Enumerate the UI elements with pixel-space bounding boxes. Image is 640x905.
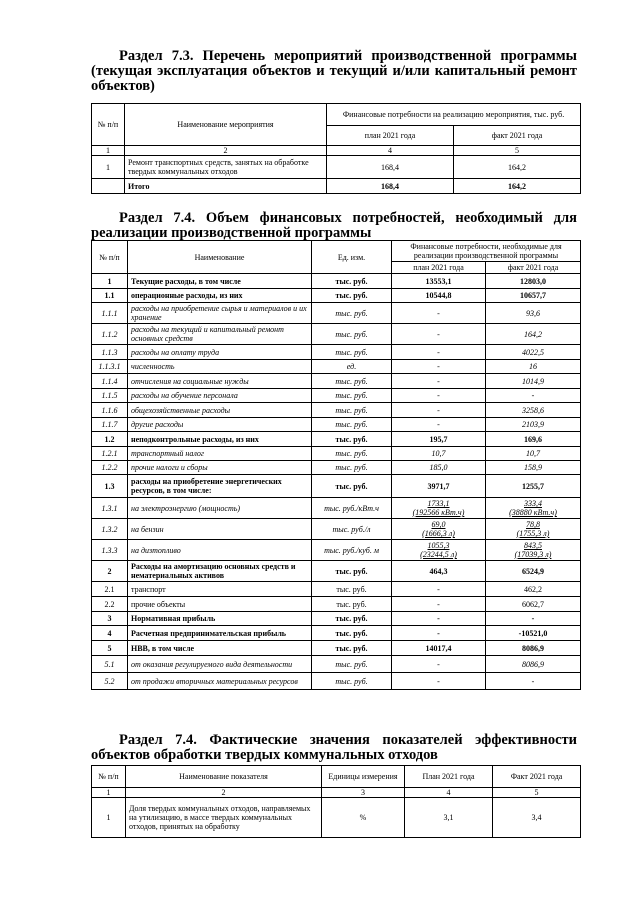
row-fact: 93,6 [486, 303, 581, 324]
row-fact: 1255,7 [486, 475, 581, 498]
table-row [92, 498, 581, 519]
row-unit: тыс. руб. [312, 274, 392, 289]
row-num: 1.3.1 [92, 498, 128, 519]
row-fact: 333,4 (38880 кВт.ч) [486, 498, 581, 519]
row-plan: 3,1 [405, 798, 493, 838]
row-name: операционные расходы, из них [128, 289, 312, 303]
table-row [92, 461, 581, 475]
row-plan: 168,4 [327, 156, 454, 179]
col-plan-header: план 2021 года [392, 262, 486, 274]
row-fact: 164,2 [486, 324, 581, 345]
index-cell: 1 [92, 788, 126, 798]
row-name: отчисления на социальные нужды [128, 374, 312, 389]
row-fact: 8086,9 [486, 641, 581, 656]
row-fact: 843,5 (17039,3 л) [486, 540, 581, 561]
table-row [92, 374, 581, 389]
row-unit: тыс. руб. [312, 656, 392, 673]
row-plan: 195,7 [392, 432, 486, 447]
row-unit: тыс. руб. [312, 673, 392, 690]
table-row [92, 447, 581, 461]
row-unit: тыс. руб. [312, 432, 392, 447]
row-name: Нормативная прибыль [128, 612, 312, 626]
table-row [92, 656, 581, 673]
row-name: Расчетная предпринимательская прибыль [128, 626, 312, 641]
row-num: 2.1 [92, 582, 128, 597]
row-num: 1.1.2 [92, 324, 128, 345]
row-name: от оказания регулируемого вида деятельности [128, 656, 312, 673]
row-unit: % [322, 798, 405, 838]
table-row [92, 582, 581, 597]
row-fact: 10,7 [486, 447, 581, 461]
table-row [92, 156, 581, 179]
row-unit: тыс. руб. [312, 561, 392, 582]
section-7-4-heading: Раздел 7.4. Объем финансовых потребностей, необходимый для реализации производственной программы [91, 210, 577, 241]
total-row [92, 179, 581, 194]
col-num-header: № п/п [92, 241, 128, 274]
row-num: 1.1.5 [92, 389, 128, 403]
row-plan: 14017,4 [392, 641, 486, 656]
row-plan: - [392, 345, 486, 360]
row-fact: 169,6 [486, 432, 581, 447]
col-name-header: Наименование показателя [126, 766, 322, 788]
row-name: Расходы на амортизацию основных средств и нематериальных активов [128, 561, 312, 582]
row-num: 1.3 [92, 475, 128, 498]
row-unit: тыс. руб. [312, 597, 392, 612]
total-label: Итого [125, 179, 327, 194]
index-cell: 2 [126, 788, 322, 798]
row-unit: тыс. руб. [312, 461, 392, 475]
row-fact: 6524,9 [486, 561, 581, 582]
table-row [92, 798, 581, 838]
row-num: 1.2.2 [92, 461, 128, 475]
row-unit: тыс. руб. [312, 374, 392, 389]
row-plan: - [392, 389, 486, 403]
row-fact: 8086,9 [486, 656, 581, 673]
row-fact: 78,8 (1755,3 л) [486, 519, 581, 540]
row-plan: - [392, 303, 486, 324]
row-plan: - [392, 626, 486, 641]
row-fact: 1014,9 [486, 374, 581, 389]
row-fact: - [486, 673, 581, 690]
table-row [92, 626, 581, 641]
total-fact: 164,2 [454, 179, 581, 194]
index-cell: 3 [322, 788, 405, 798]
row-fact: 2103,9 [486, 418, 581, 432]
row-num: 1.1.4 [92, 374, 128, 389]
row-unit: тыс. руб. [312, 475, 392, 498]
row-plan: - [392, 360, 486, 374]
col-fact-header: факт 2021 года [454, 126, 581, 146]
row-plan: 185,0 [392, 461, 486, 475]
table-row [92, 597, 581, 612]
row-plan: 464,3 [392, 561, 486, 582]
table-row [92, 418, 581, 432]
row-num: 5.2 [92, 673, 128, 690]
row-name: расходы на приобретение сырья и материалов и их хранение [128, 303, 312, 324]
table-row [92, 324, 581, 345]
row-unit: тыс. руб. [312, 641, 392, 656]
row-fact: 3,4 [493, 798, 581, 838]
row-num: 5 [92, 641, 128, 656]
row-name: численность [128, 360, 312, 374]
row-fact: 164,2 [454, 156, 581, 179]
table-row [92, 432, 581, 447]
table-row [92, 540, 581, 561]
row-name: прочие налоги и сборы [128, 461, 312, 475]
row-plan: 69,0 (1666,3 л) [392, 519, 486, 540]
table-row [92, 612, 581, 626]
section-7-4b-heading: Раздел 7.4. Фактические значения показателей эффективности объектов обработки твердых коммунальных отходов [91, 732, 577, 763]
row-plan: - [392, 612, 486, 626]
table-row [92, 403, 581, 418]
index-cell: 4 [405, 788, 493, 798]
row-fact: 10657,7 [486, 289, 581, 303]
col-fact-header: факт 2021 года [486, 262, 581, 274]
row-name: на дизтопливо [128, 540, 312, 561]
row-num: 1.2 [92, 432, 128, 447]
row-name: Текущие расходы, в том числе [128, 274, 312, 289]
row-name: транспорт [128, 582, 312, 597]
table-row [92, 360, 581, 374]
table-row [92, 345, 581, 360]
row-name: расходы на текущий и капитальный ремонт основных средств [128, 324, 312, 345]
row-plan: - [392, 656, 486, 673]
row-fact: 158,9 [486, 461, 581, 475]
table-row [92, 303, 581, 324]
row-name: прочие объекты [128, 597, 312, 612]
row-unit: тыс. руб. [312, 447, 392, 461]
index-cell: 5 [454, 146, 581, 156]
table-row [92, 389, 581, 403]
row-unit: тыс. руб. [312, 403, 392, 418]
row-fact: 3258,6 [486, 403, 581, 418]
efficiency-table [91, 765, 581, 838]
row-name: расходы на обучение персонала [128, 389, 312, 403]
row-plan: - [392, 324, 486, 345]
row-plan: - [392, 582, 486, 597]
table-row [92, 519, 581, 540]
row-plan: 10,7 [392, 447, 486, 461]
table-row [92, 673, 581, 690]
row-num: 4 [92, 626, 128, 641]
row-num: 1.3.3 [92, 540, 128, 561]
row-unit: тыс. руб./куб. м [312, 540, 392, 561]
table-row [92, 561, 581, 582]
row-unit: тыс. руб. [312, 389, 392, 403]
row-unit: тыс. руб. [312, 612, 392, 626]
row-name: НВВ, в том числе [128, 641, 312, 656]
table-row [92, 641, 581, 656]
row-plan: 1055,3 (23244,5 л) [392, 540, 486, 561]
row-unit: тыс. руб. [312, 345, 392, 360]
col-fin-header: Финансовые потребности на реализацию мероприятия, тыс. руб. [327, 104, 581, 126]
row-num: 2 [92, 561, 128, 582]
row-plan: - [392, 597, 486, 612]
row-name: на электроэнергию (мощность) [128, 498, 312, 519]
col-name-header: Наименование мероприятия [125, 104, 327, 146]
table-row [92, 289, 581, 303]
row-plan: 3971,7 [392, 475, 486, 498]
col-num-header: № п/п [92, 766, 126, 788]
row-name: неподконтрольные расходы, из них [128, 432, 312, 447]
row-num: 1 [92, 798, 126, 838]
row-fact: 16 [486, 360, 581, 374]
row-num: 1.3.2 [92, 519, 128, 540]
row-fact: - [486, 389, 581, 403]
row-unit: тыс. руб. [312, 289, 392, 303]
col-num-header: № п/п [92, 104, 125, 146]
row-num: 5.1 [92, 656, 128, 673]
col-name-header: Наименование [128, 241, 312, 274]
col-fact-header: Факт 2021 года [493, 766, 581, 788]
row-fact: - [486, 612, 581, 626]
row-unit: ед. [312, 360, 392, 374]
row-name: транспортный налог [128, 447, 312, 461]
col-plan-header: план 2021 года [327, 126, 454, 146]
row-name: на бензин [128, 519, 312, 540]
row-unit: тыс. руб. [312, 303, 392, 324]
col-unit-header: Ед. изм. [312, 241, 392, 274]
row-num: 1.1 [92, 289, 128, 303]
row-num: 3 [92, 612, 128, 626]
row-unit: тыс. руб. [312, 324, 392, 345]
row-name: Ремонт транспортных средств, занятых на обработке твердых коммунальных отходов [125, 156, 327, 179]
row-plan: - [392, 418, 486, 432]
row-plan: - [392, 374, 486, 389]
events-table [91, 103, 581, 194]
row-unit: тыс. руб./кВт.ч [312, 498, 392, 519]
row-unit: тыс. руб. [312, 418, 392, 432]
row-unit: тыс. руб. [312, 582, 392, 597]
index-cell: 2 [125, 146, 327, 156]
row-plan: 1733,1 (192566 кВт.ч) [392, 498, 486, 519]
table-row [92, 274, 581, 289]
col-plan-header: План 2021 года [405, 766, 493, 788]
row-fact: 12803,0 [486, 274, 581, 289]
row-fact: 6062,7 [486, 597, 581, 612]
row-name: общехозяйственные расходы [128, 403, 312, 418]
table-row [92, 475, 581, 498]
row-fact: -10521,0 [486, 626, 581, 641]
row-unit: тыс. руб./л [312, 519, 392, 540]
row-name: Доля твердых коммунальных отходов, направляемых на утилизацию, в массе твердых коммунальных отходов, принятых на обработку [126, 798, 322, 838]
row-fact: 462,2 [486, 582, 581, 597]
row-name: расходы на оплату труда [128, 345, 312, 360]
row-name: от продажи вторичных материальных ресурсов [128, 673, 312, 690]
row-num: 1.1.3.1 [92, 360, 128, 374]
row-num: 1.1.7 [92, 418, 128, 432]
row-unit: тыс. руб. [312, 626, 392, 641]
row-num: 1.1.1 [92, 303, 128, 324]
row-plan: 10544,8 [392, 289, 486, 303]
col-fin-header: Финансовые потребности, необходимые для реализации производственной программы [392, 241, 581, 262]
index-cell: 4 [327, 146, 454, 156]
index-cell: 1 [92, 146, 125, 156]
row-plan: - [392, 403, 486, 418]
total-plan: 168,4 [327, 179, 454, 194]
row-plan: 13553,1 [392, 274, 486, 289]
row-num: 1.2.1 [92, 447, 128, 461]
row-num: 1 [92, 156, 125, 179]
row-fact: 4022,5 [486, 345, 581, 360]
finance-table [91, 240, 581, 690]
row-plan: - [392, 673, 486, 690]
row-num: 1.1.3 [92, 345, 128, 360]
section-7-3-heading: Раздел 7.3. Перечень мероприятий производственной программы (текущая эксплуатация объектов и текущий и/или капитальный ремонт объектов) [91, 48, 577, 94]
col-unit-header: Единицы измерения [322, 766, 405, 788]
row-num: 2.2 [92, 597, 128, 612]
index-cell: 5 [493, 788, 581, 798]
row-name: расходы на приобретение энергетических ресурсов, в том числе: [128, 475, 312, 498]
row-num: 1 [92, 274, 128, 289]
row-num: 1.1.6 [92, 403, 128, 418]
row-name: другие расходы [128, 418, 312, 432]
